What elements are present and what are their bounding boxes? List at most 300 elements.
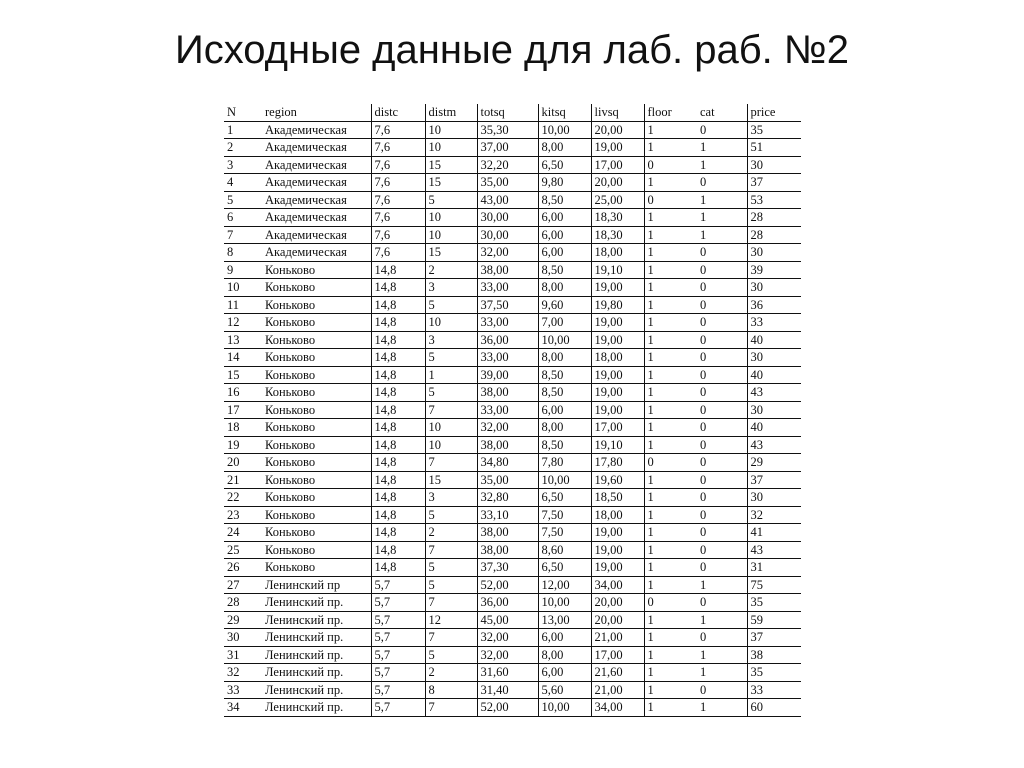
table-cell-region: Академическая [262,226,371,244]
table-cell-distc: 14,8 [371,436,425,454]
table-row [224,699,801,717]
table-cell-floor: 1 [647,297,654,312]
table-cell-totsq: 32,00 [477,629,538,647]
table-cell-distc: 14,8 [371,471,425,489]
table-row [224,296,801,314]
table-cell-cat: 0 [697,244,747,262]
table-row [224,524,801,542]
table-row [224,279,801,297]
table-cell-distm: 3 [425,279,477,297]
table-cell-floor: 0 [647,455,654,470]
table-cell-totsq: 37,30 [477,559,538,577]
table-cell-region: Академическая [262,244,371,262]
table-cell-kitsq: 8,50 [538,436,591,454]
table-cell-kitsq: 6,00 [538,629,591,647]
table-cell-cat: 0 [697,121,747,139]
table-cell-region: Академическая [262,191,371,209]
table-row [224,576,801,594]
table-row [224,244,801,262]
table-cell-kitsq: 8,50 [538,191,591,209]
table-cell-price: 41 [750,525,763,540]
table-cell-n: 29 [227,612,240,627]
table-cell-region: Коньково [262,506,371,524]
table-cell-cat: 0 [697,349,747,367]
table-body [224,121,801,716]
table-cell-livsq: 17,00 [591,646,644,664]
table-cell-distc: 5,7 [371,664,425,682]
table-cell-kitsq: 8,00 [538,419,591,437]
table-cell-floor: 1 [647,367,654,382]
table-cell-floor: 1 [647,122,654,137]
table-row [224,471,801,489]
table-cell-distc: 14,8 [371,419,425,437]
table-cell-distm: 10 [425,209,477,227]
table-cell-floor: 1 [647,490,654,505]
table-cell-distc: 7,6 [371,209,425,227]
table-cell-kitsq: 7,50 [538,524,591,542]
table-row [224,436,801,454]
table-cell-totsq: 35,00 [477,471,538,489]
table-cell-n: 18 [227,420,240,435]
table-cell-cat: 1 [697,664,747,682]
table-cell-totsq: 31,40 [477,681,538,699]
table-cell-cat: 0 [697,331,747,349]
table-cell-floor: 1 [647,420,654,435]
table-cell-region: Коньково [262,296,371,314]
table-cell-n: 23 [227,507,240,522]
table-cell-kitsq: 6,00 [538,401,591,419]
data-table [224,104,801,717]
table-row [224,349,801,367]
table-row [224,419,801,437]
table-cell-distc: 14,8 [371,261,425,279]
column-header: distc [371,104,425,121]
table-cell-distc: 14,8 [371,541,425,559]
table-cell-kitsq: 7,80 [538,454,591,472]
table-cell-distm: 7 [425,454,477,472]
table-cell-price: 35 [750,595,763,610]
table-cell-distm: 2 [425,664,477,682]
column-header: price [750,105,776,120]
table-row [224,366,801,384]
table-row [224,541,801,559]
table-cell-region: Ленинский пр. [262,611,371,629]
table-cell-region: Коньково [262,454,371,472]
table-cell-distm: 10 [425,419,477,437]
table-cell-totsq: 38,00 [477,524,538,542]
table-cell-cat: 0 [697,681,747,699]
table-row [224,559,801,577]
table-cell-distc: 5,7 [371,646,425,664]
table-cell-cat: 0 [697,471,747,489]
table-cell-floor: 1 [647,577,654,592]
table-cell-distm: 5 [425,559,477,577]
table-cell-cat: 0 [697,559,747,577]
table-cell-totsq: 32,00 [477,419,538,437]
table-cell-region: Коньково [262,419,371,437]
table-cell-floor: 1 [647,472,654,487]
table-cell-totsq: 30,00 [477,209,538,227]
table-cell-price: 40 [750,332,763,347]
table-cell-n: 34 [227,700,240,715]
table-cell-livsq: 19,00 [591,559,644,577]
table-cell-totsq: 33,00 [477,314,538,332]
table-cell-distm: 7 [425,541,477,559]
table-cell-kitsq: 10,00 [538,594,591,612]
table-cell-totsq: 36,00 [477,594,538,612]
table-cell-n: 11 [227,297,240,312]
table-cell-region: Коньково [262,349,371,367]
table-cell-n: 3 [227,157,234,172]
table-cell-price: 30 [750,402,763,417]
table-cell-cat: 0 [697,296,747,314]
table-cell-livsq: 19,00 [591,541,644,559]
table-cell-livsq: 21,00 [591,681,644,699]
table-cell-cat: 1 [697,191,747,209]
table-cell-totsq: 52,00 [477,699,538,717]
table-row [224,174,801,192]
table-cell-floor: 0 [647,157,654,172]
table-cell-livsq: 18,50 [591,489,644,507]
table-cell-totsq: 31,60 [477,664,538,682]
table-cell-cat: 0 [697,419,747,437]
table-cell-totsq: 33,00 [477,279,538,297]
table-cell-distm: 5 [425,646,477,664]
table-cell-cat: 0 [697,541,747,559]
table-cell-livsq: 19,00 [591,384,644,402]
table-cell-totsq: 45,00 [477,611,538,629]
table-cell-n: 32 [227,665,240,680]
table-cell-distm: 2 [425,261,477,279]
table-cell-region: Академическая [262,139,371,157]
table-row [224,139,801,157]
table-cell-price: 59 [750,612,763,627]
table-cell-floor: 1 [647,630,654,645]
table-cell-price: 28 [750,227,763,242]
table-cell-distc: 5,7 [371,681,425,699]
table-cell-region: Коньково [262,436,371,454]
table-cell-region: Коньково [262,366,371,384]
table-cell-distm: 15 [425,244,477,262]
table-cell-price: 40 [750,420,763,435]
table-cell-distm: 15 [425,156,477,174]
table-cell-kitsq: 10,00 [538,699,591,717]
table-cell-cat: 0 [697,506,747,524]
table-cell-livsq: 34,00 [591,576,644,594]
table-cell-livsq: 19,00 [591,331,644,349]
table-cell-kitsq: 12,00 [538,576,591,594]
slide-title: Исходные данные для лаб. раб. №2 [174,28,850,72]
table-cell-livsq: 18,30 [591,209,644,227]
table-cell-n: 28 [227,595,240,610]
table-cell-cat: 1 [697,139,747,157]
table-cell-floor: 1 [647,612,654,627]
table-cell-cat: 0 [697,594,747,612]
table-cell-n: 27 [227,577,240,592]
table-cell-floor: 1 [647,647,654,662]
table-cell-totsq: 32,00 [477,646,538,664]
table-cell-livsq: 19,60 [591,471,644,489]
table-cell-region: Коньково [262,471,371,489]
table-cell-distm: 5 [425,506,477,524]
table-cell-livsq: 21,60 [591,664,644,682]
table-cell-kitsq: 10,00 [538,471,591,489]
table-cell-n: 25 [227,542,240,557]
table-cell-price: 37 [750,175,763,190]
table-cell-distm: 3 [425,331,477,349]
table-cell-totsq: 32,20 [477,156,538,174]
table-cell-distc: 14,8 [371,331,425,349]
column-header: distm [425,104,477,121]
table-cell-totsq: 43,00 [477,191,538,209]
table-cell-distm: 10 [425,226,477,244]
table-cell-distm: 7 [425,401,477,419]
table-cell-price: 37 [750,630,763,645]
table-cell-region: Ленинский пр. [262,681,371,699]
table-cell-floor: 1 [647,665,654,680]
column-header: livsq [591,104,644,121]
table-cell-region: Ленинский пр. [262,646,371,664]
table-row [224,506,801,524]
table-cell-price: 53 [750,192,763,207]
table-cell-region: Коньково [262,401,371,419]
table-cell-price: 43 [750,385,763,400]
table-cell-kitsq: 7,50 [538,506,591,524]
table-cell-livsq: 19,00 [591,314,644,332]
table-cell-kitsq: 10,00 [538,331,591,349]
table-cell-totsq: 37,00 [477,139,538,157]
table-cell-distm: 10 [425,121,477,139]
table-cell-n: 7 [227,227,234,242]
table-cell-totsq: 36,00 [477,331,538,349]
table-cell-floor: 1 [647,507,654,522]
table-cell-cat: 0 [697,629,747,647]
table-cell-region: Академическая [262,209,371,227]
table-cell-n: 22 [227,490,240,505]
table-cell-price: 31 [750,560,763,575]
table-row [224,261,801,279]
table-cell-region: Ленинский пр. [262,699,371,717]
table-cell-totsq: 33,00 [477,349,538,367]
table-cell-price: 36 [750,297,763,312]
table-cell-floor: 0 [647,595,654,610]
table-cell-region: Академическая [262,174,371,192]
table-cell-distc: 5,7 [371,699,425,717]
table-cell-n: 12 [227,315,240,330]
table-cell-distm: 8 [425,681,477,699]
table-cell-livsq: 17,00 [591,419,644,437]
table-cell-floor: 1 [647,175,654,190]
table-cell-region: Коньково [262,331,371,349]
table-cell-distm: 10 [425,139,477,157]
table-cell-floor: 1 [647,315,654,330]
table-cell-cat: 1 [697,156,747,174]
table-cell-region: Коньково [262,559,371,577]
table-cell-price: 60 [750,700,763,715]
table-cell-livsq: 19,00 [591,279,644,297]
table-cell-n: 14 [227,350,240,365]
table-cell-cat: 0 [697,524,747,542]
table-cell-totsq: 35,30 [477,121,538,139]
table-cell-cat: 0 [697,384,747,402]
table-cell-livsq: 18,00 [591,349,644,367]
table-row [224,629,801,647]
table-cell-price: 30 [750,245,763,260]
table-cell-floor: 1 [647,385,654,400]
table-cell-price: 39 [750,262,763,277]
table-cell-region: Коньково [262,489,371,507]
table-cell-distm: 5 [425,384,477,402]
table-cell-cat: 0 [697,314,747,332]
table-cell-cat: 1 [697,646,747,664]
table-cell-livsq: 20,00 [591,594,644,612]
table-cell-cat: 1 [697,226,747,244]
table-cell-floor: 1 [647,350,654,365]
table-cell-distm: 7 [425,699,477,717]
table-cell-distm: 15 [425,174,477,192]
table-row [224,314,801,332]
table-cell-floor: 1 [647,245,654,260]
column-header: kitsq [538,104,591,121]
table-header-row [224,104,801,121]
table-cell-livsq: 19,10 [591,261,644,279]
table-cell-n: 16 [227,385,240,400]
table-cell-distc: 5,7 [371,611,425,629]
table-cell-livsq: 19,10 [591,436,644,454]
table-row [224,646,801,664]
table-cell-floor: 1 [647,227,654,242]
table-cell-distc: 7,6 [371,226,425,244]
table-cell-region: Академическая [262,156,371,174]
table-cell-totsq: 33,10 [477,506,538,524]
table-cell-n: 13 [227,332,240,347]
table-cell-kitsq: 8,00 [538,139,591,157]
table-cell-distm: 7 [425,594,477,612]
table-cell-kitsq: 9,60 [538,296,591,314]
table-cell-kitsq: 8,00 [538,349,591,367]
table-cell-price: 38 [750,647,763,662]
table-cell-region: Коньково [262,314,371,332]
table-row [224,594,801,612]
table-cell-cat: 0 [697,279,747,297]
table-cell-totsq: 37,50 [477,296,538,314]
column-header: N [227,105,237,120]
table-cell-totsq: 38,00 [477,541,538,559]
table-cell-n: 19 [227,437,240,452]
table-cell-distc: 14,8 [371,489,425,507]
table-cell-cat: 1 [697,576,747,594]
table-cell-price: 29 [750,455,763,470]
table-cell-totsq: 39,00 [477,366,538,384]
table-cell-kitsq: 13,00 [538,611,591,629]
table-cell-livsq: 21,00 [591,629,644,647]
table-cell-livsq: 17,80 [591,454,644,472]
table-cell-distc: 14,8 [371,401,425,419]
table-row [224,401,801,419]
table-cell-floor: 1 [647,560,654,575]
table-cell-distm: 5 [425,296,477,314]
table-cell-price: 51 [750,140,763,155]
table-cell-region: Коньково [262,541,371,559]
table-row [224,454,801,472]
table-cell-kitsq: 6,00 [538,244,591,262]
table-cell-distm: 12 [425,611,477,629]
table-cell-kitsq: 8,00 [538,646,591,664]
table-cell-totsq: 34,80 [477,454,538,472]
table-cell-kitsq: 10,00 [538,121,591,139]
table-row [224,489,801,507]
table-cell-distc: 7,6 [371,139,425,157]
table-cell-price: 43 [750,542,763,557]
table-cell-floor: 1 [647,682,654,697]
table-cell-distc: 7,6 [371,156,425,174]
table-cell-cat: 0 [697,401,747,419]
table-cell-n: 4 [227,175,234,190]
table-cell-distm: 15 [425,471,477,489]
table-cell-kitsq: 9,80 [538,174,591,192]
table-cell-n: 9 [227,262,234,277]
table-cell-cat: 1 [697,209,747,227]
table-cell-livsq: 18,30 [591,226,644,244]
table-cell-totsq: 38,00 [477,384,538,402]
table-cell-region: Коньково [262,261,371,279]
table-cell-totsq: 32,80 [477,489,538,507]
table-row [224,226,801,244]
table-cell-kitsq: 6,00 [538,664,591,682]
table-cell-livsq: 18,00 [591,244,644,262]
table-cell-totsq: 33,00 [477,401,538,419]
table-cell-livsq: 25,00 [591,191,644,209]
table-cell-cat: 1 [697,699,747,717]
table-cell-floor: 1 [647,437,654,452]
table-cell-distc: 14,8 [371,314,425,332]
table-cell-kitsq: 6,50 [538,156,591,174]
table-cell-totsq: 30,00 [477,226,538,244]
table-cell-kitsq: 7,00 [538,314,591,332]
table-cell-n: 17 [227,402,240,417]
table-cell-distm: 5 [425,576,477,594]
table-cell-region: Коньково [262,279,371,297]
table-cell-cat: 0 [697,261,747,279]
table-cell-distc: 14,8 [371,349,425,367]
table-cell-totsq: 32,00 [477,244,538,262]
column-header: cat [697,104,747,121]
table-cell-n: 10 [227,280,240,295]
table-cell-price: 35 [750,122,763,137]
table-cell-price: 30 [750,350,763,365]
table-row [224,664,801,682]
table-row [224,384,801,402]
table-cell-region: Коньково [262,384,371,402]
table-cell-distm: 2 [425,524,477,542]
table-cell-kitsq: 5,60 [538,681,591,699]
table-cell-n: 1 [227,122,234,137]
table-row [224,209,801,227]
table-cell-price: 28 [750,210,763,225]
table-cell-kitsq: 6,00 [538,226,591,244]
table-cell-region: Ленинский пр. [262,664,371,682]
table-cell-distc: 5,7 [371,594,425,612]
table-cell-livsq: 18,00 [591,506,644,524]
table-row [224,121,801,139]
table-cell-price: 30 [750,490,763,505]
table-cell-kitsq: 8,50 [538,366,591,384]
table-row [224,681,801,699]
table-cell-cat: 0 [697,174,747,192]
table-cell-price: 43 [750,437,763,452]
table-cell-distc: 14,8 [371,524,425,542]
table-cell-livsq: 19,00 [591,139,644,157]
